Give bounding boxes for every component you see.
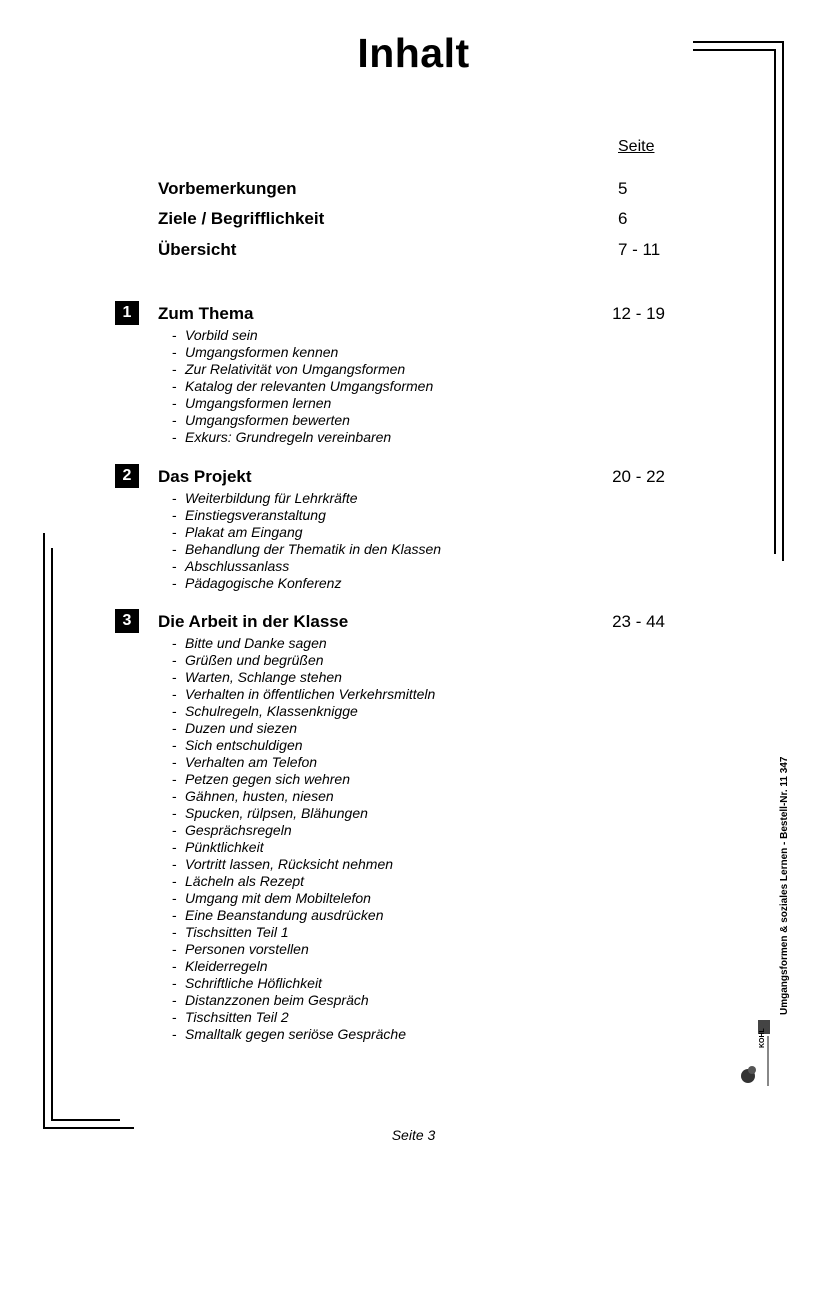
list-item: - Einstiegsveranstaltung	[172, 507, 326, 523]
toc-entry-page: 5	[618, 179, 628, 198]
list-item: - Smalltalk gegen seriöse Gespräche	[172, 1026, 407, 1042]
list-item: - Petzen gegen sich wehren	[172, 771, 350, 787]
page-title: Inhalt	[357, 30, 470, 76]
section-item-list	[172, 490, 441, 592]
list-item: - Vortritt lassen, Rücksicht nehmen	[172, 856, 394, 872]
toc-entry-page: 6	[618, 209, 628, 228]
list-item: - Personen vorstellen	[172, 941, 309, 957]
section-item-list	[172, 327, 433, 446]
list-item: - Grüßen und begrüßen	[172, 652, 324, 668]
publisher-logo-icon	[740, 1018, 772, 1088]
list-item: - Umgangsformen bewerten	[172, 412, 350, 428]
frame-line	[51, 548, 53, 1121]
side-info-text: Umgangsformen & soziales Lernen - Bestell-Nr. 11 347	[779, 756, 790, 1015]
toc-entry-label: Ziele / Begrifflichkeit	[158, 209, 325, 228]
section-title: Die Arbeit in der Klasse	[158, 612, 349, 631]
list-item: - Pünktlichkeit	[172, 839, 264, 855]
page-column-header: Seite	[618, 138, 655, 155]
list-item: - Verhalten in öffentlichen Verkehrsmitteln	[172, 686, 436, 702]
list-item: - Gesprächsregeln	[172, 822, 292, 838]
toc-entry-page: 7 - 11	[618, 240, 661, 259]
frame-line	[693, 41, 784, 43]
list-item: - Umgang mit dem Mobiltelefon	[172, 890, 371, 906]
list-item: - Lächeln als Rezept	[172, 873, 305, 889]
section-pages: 12 - 19	[612, 304, 665, 323]
list-item: - Pädagogische Konferenz	[172, 575, 342, 591]
list-item: - Gähnen, husten, niesen	[172, 788, 334, 804]
list-item: - Eine Beanstandung ausdrücken	[172, 907, 384, 923]
list-item: - Tischsitten Teil 2	[172, 1009, 289, 1025]
list-item: - Verhalten am Telefon	[172, 754, 318, 770]
logo-text: KOHL	[759, 1028, 766, 1048]
list-item: - Sich entschuldigen	[172, 737, 303, 753]
list-item: - Spucken, rülpsen, Blähungen	[172, 805, 368, 821]
list-item: - Tischsitten Teil 1	[172, 924, 289, 940]
section-title: Das Projekt	[158, 467, 252, 486]
section-pages: 20 - 22	[612, 467, 665, 486]
list-item: - Exkurs: Grundregeln vereinbaren	[172, 429, 392, 445]
frame-line	[693, 49, 776, 51]
toc-entry-label: Vorbemerkungen	[158, 179, 297, 198]
list-item: - Bitte und Danke sagen	[172, 635, 327, 651]
list-item: - Katalog der relevanten Umgangsformen	[172, 378, 434, 394]
frame-line	[43, 533, 45, 1129]
section-number-badge: 3	[115, 609, 139, 633]
list-item: - Duzen und siezen	[172, 720, 298, 736]
page-number-footer: Seite 3	[391, 1127, 436, 1143]
list-item: - Warten, Schlange stehen	[172, 669, 342, 685]
toc-entry-label: Übersicht	[158, 240, 237, 259]
section-pages: 23 - 44	[612, 612, 665, 631]
list-item: - Zur Relativität von Umgangsformen	[172, 361, 406, 377]
list-item: - Abschlussanlass	[172, 558, 290, 574]
list-item: - Vorbild sein	[172, 327, 258, 343]
list-item: - Behandlung der Thematik in den Klassen	[172, 541, 442, 557]
list-item: - Weiterbildung für Lehrkräfte	[172, 490, 358, 506]
list-item: - Umgangsformen kennen	[172, 344, 339, 360]
side-publisher-info	[778, 756, 792, 1295]
frame-line	[774, 49, 776, 554]
section-number-badge: 1	[115, 301, 139, 325]
list-item: - Schriftliche Höflichkeit	[172, 975, 322, 991]
list-item: - Kleiderregeln	[172, 958, 268, 974]
list-item: - Schulregeln, Klassenknigge	[172, 703, 358, 719]
frame-line	[782, 41, 784, 561]
section-title: Zum Thema	[158, 304, 254, 323]
section-item-list	[172, 635, 435, 1043]
list-item: - Distanzzonen beim Gespräch	[172, 992, 369, 1008]
list-item: - Umgangsformen lernen	[172, 395, 332, 411]
section-number-badge: 2	[115, 464, 139, 488]
list-item: - Plakat am Eingang	[172, 524, 303, 540]
frame-line	[51, 1119, 120, 1121]
